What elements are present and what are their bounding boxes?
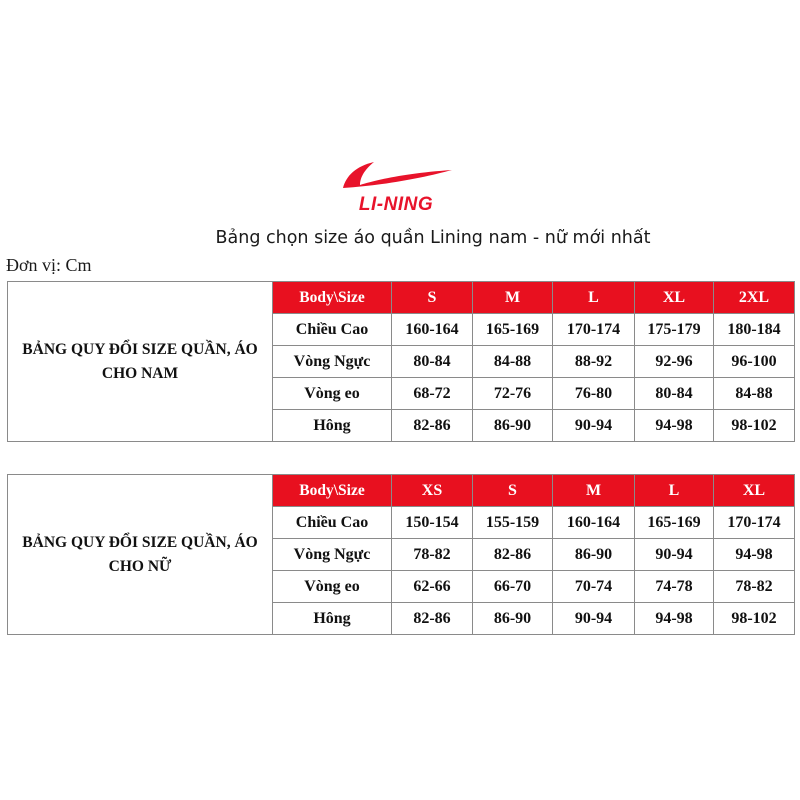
header-cell-size: M <box>553 475 635 507</box>
table-cell: 74-78 <box>635 571 714 603</box>
table-cell: 70-74 <box>553 571 635 603</box>
table-cell: 94-98 <box>635 603 714 635</box>
table-cell: 82-86 <box>392 410 473 442</box>
table-cell: 80-84 <box>392 346 473 378</box>
table-cell: 82-86 <box>473 539 553 571</box>
table-header-row <box>8 475 795 507</box>
row-label: Vòng Ngực <box>273 346 392 378</box>
table-cell: 68-72 <box>392 378 473 410</box>
table-cell: 98-102 <box>714 410 795 442</box>
row-label: Chiều Cao <box>273 314 392 346</box>
brand-swoosh-icon <box>336 158 456 198</box>
table-cell: 62-66 <box>392 571 473 603</box>
row-label: Vòng Ngực <box>273 539 392 571</box>
table-cell: 170-174 <box>714 507 795 539</box>
table-cell: 170-174 <box>553 314 635 346</box>
header-cell-size: L <box>553 282 635 314</box>
table-header-row <box>8 282 795 314</box>
table-cell: 175-179 <box>635 314 714 346</box>
header-cell-body-size: Body\Size <box>273 282 392 314</box>
table-cell: 160-164 <box>553 507 635 539</box>
header-cell-size: L <box>635 475 714 507</box>
header-cell-size: S <box>392 282 473 314</box>
table-caption: BẢNG QUY ĐỔI SIZE QUẦN, ÁO CHO NỮ <box>8 475 273 635</box>
table-cell: 82-86 <box>392 603 473 635</box>
header-cell-size: XL <box>714 475 795 507</box>
table-cell: 155-159 <box>473 507 553 539</box>
table-cell: 88-92 <box>553 346 635 378</box>
brand-wordmark: LI-NING <box>358 194 434 215</box>
table-cell: 180-184 <box>714 314 795 346</box>
page-title: Bảng chọn size áo quần Lining nam - nữ mới nhất <box>215 228 651 248</box>
table-cell: 160-164 <box>392 314 473 346</box>
header-cell-size: M <box>473 282 553 314</box>
table-cell: 96-100 <box>714 346 795 378</box>
size-table-men <box>7 281 795 442</box>
table-cell: 78-82 <box>392 539 473 571</box>
header-cell-size: XS <box>392 475 473 507</box>
table-cell: 94-98 <box>635 410 714 442</box>
header-cell-size: 2XL <box>714 282 795 314</box>
table-cell: 76-80 <box>553 378 635 410</box>
table-cell: 90-94 <box>553 410 635 442</box>
table-cell: 90-94 <box>553 603 635 635</box>
size-table-women <box>7 474 795 635</box>
table-caption: BẢNG QUY ĐỔI SIZE QUẦN, ÁO CHO NAM <box>8 282 273 442</box>
header-cell-size: S <box>473 475 553 507</box>
table-cell: 165-169 <box>635 507 714 539</box>
table-cell: 86-90 <box>473 603 553 635</box>
row-label: Hông <box>273 603 392 635</box>
header-cell-size: XL <box>635 282 714 314</box>
row-label: Chiều Cao <box>273 507 392 539</box>
table-cell: 92-96 <box>635 346 714 378</box>
table-cell: 90-94 <box>635 539 714 571</box>
row-label: Hông <box>273 410 392 442</box>
row-label: Vòng eo <box>273 571 392 603</box>
table-cell: 66-70 <box>473 571 553 603</box>
table-cell: 165-169 <box>473 314 553 346</box>
row-label: Vòng eo <box>273 378 392 410</box>
table-cell: 72-76 <box>473 378 553 410</box>
table-cell: 78-82 <box>714 571 795 603</box>
table-cell: 94-98 <box>714 539 795 571</box>
table-cell: 150-154 <box>392 507 473 539</box>
table-cell: 86-90 <box>473 410 553 442</box>
table-cell: 84-88 <box>473 346 553 378</box>
table-cell: 80-84 <box>635 378 714 410</box>
table-cell: 84-88 <box>714 378 795 410</box>
brand-logo <box>336 158 456 220</box>
table-cell: 98-102 <box>714 603 795 635</box>
unit-label: Đơn vị: Cm <box>6 255 92 275</box>
table-cell: 86-90 <box>553 539 635 571</box>
header-cell-body-size: Body\Size <box>273 475 392 507</box>
